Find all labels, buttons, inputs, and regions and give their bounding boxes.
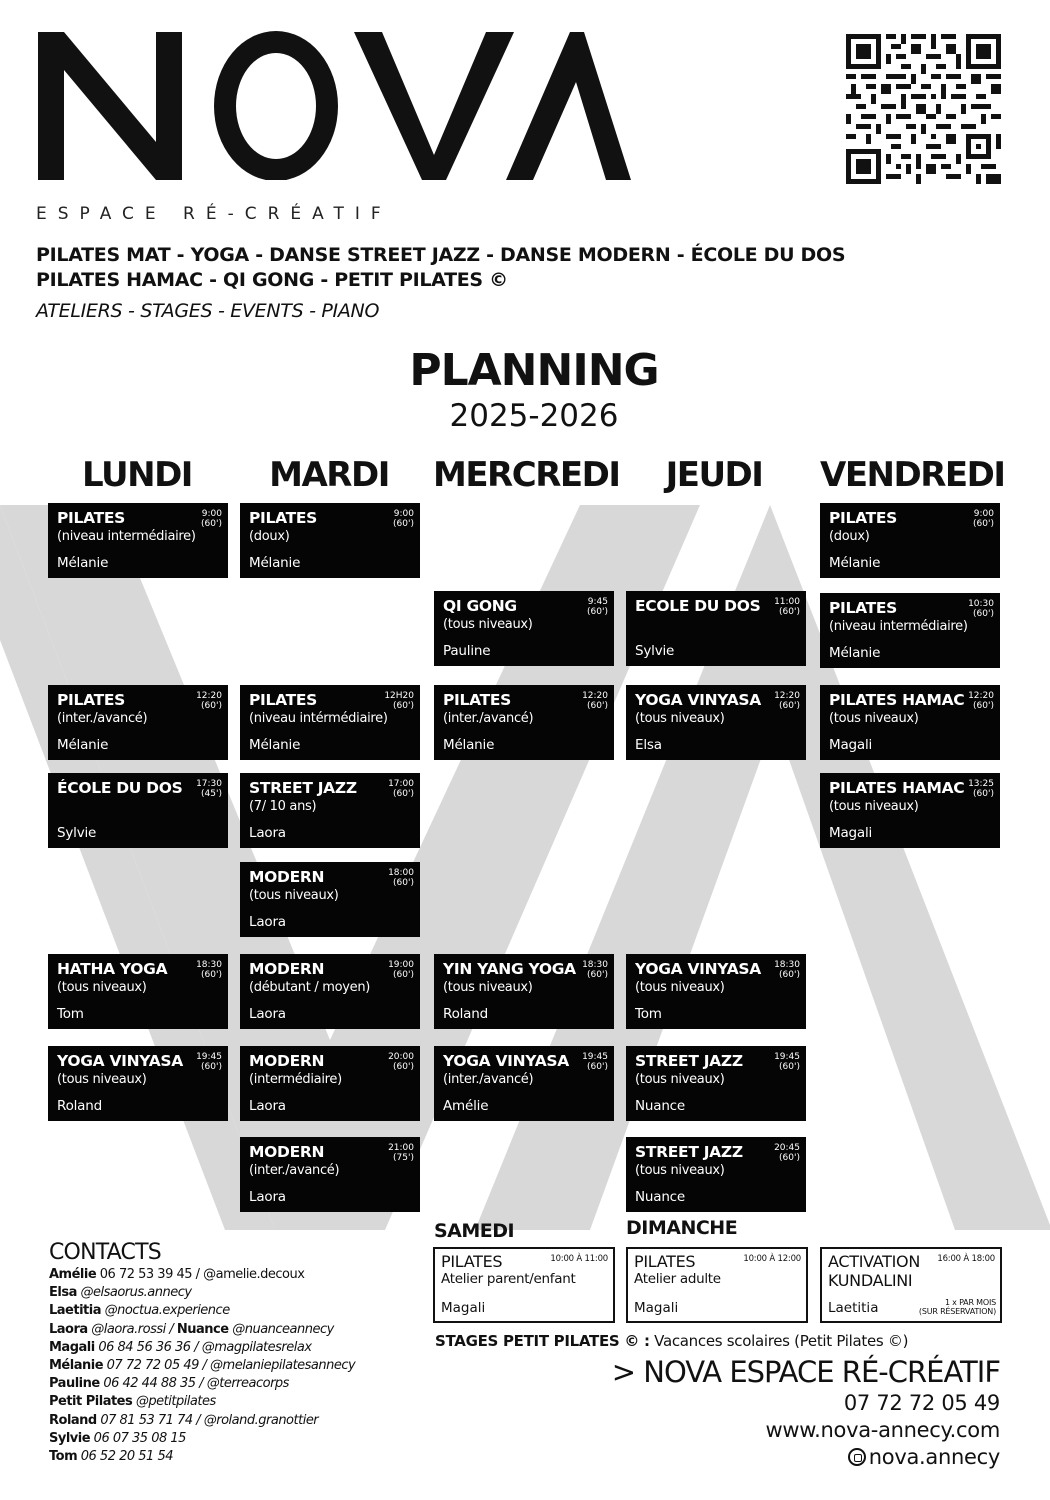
class-title: MODERN	[249, 868, 325, 886]
class-card-mardi-pilates-1220[interactable]	[240, 685, 420, 760]
class-title: PILATES	[829, 599, 898, 617]
contact-laora-nuance: Laora @laora.rossi / Nuance @nuanceannecy	[49, 1321, 334, 1337]
footer-phone[interactable]: 07 72 72 05 49	[843, 1391, 1000, 1415]
weekend-card-samedi-pilates[interactable]	[433, 1247, 615, 1323]
weekend-title: PILATES	[634, 1252, 696, 1271]
class-title: ECOLE DU DOS	[635, 597, 761, 615]
class-teacher: Elsa	[635, 737, 662, 753]
class-level: (doux)	[829, 529, 870, 544]
class-card-jeudi-yoga-vinyasa-1830[interactable]	[626, 954, 806, 1029]
class-time: 18:30 (60')	[774, 960, 800, 980]
contact-magali: Magali 06 84 56 36 36 / @magpilatesrelax	[49, 1339, 312, 1355]
class-time: 12:20 (60')	[968, 691, 994, 711]
weekend-card-dimanche-pilates[interactable]	[626, 1247, 808, 1323]
class-title: YIN YANG YOGA	[443, 960, 576, 978]
class-teacher: Nuance	[635, 1189, 686, 1205]
class-time: 17:00 (60')	[388, 779, 414, 799]
class-title: MODERN	[249, 1143, 325, 1161]
day-header-mardi: MARDI	[269, 455, 389, 495]
class-title: STREET JAZZ	[635, 1143, 743, 1161]
class-teacher: Laora	[249, 1098, 286, 1114]
class-time: 18:30 (60')	[196, 960, 222, 980]
class-time: 18:30 (60')	[582, 960, 608, 980]
class-card-mardi-modern-1900[interactable]	[240, 954, 420, 1029]
stages-petit-pilates	[435, 1332, 908, 1350]
class-card-mercredi-pilates[interactable]	[434, 685, 614, 760]
weekend-time: 16:00 À 18:00	[937, 1254, 995, 1264]
class-teacher: Mélanie	[57, 737, 109, 753]
contact-roland: Roland 07 81 53 71 74 / @roland.granottier	[49, 1412, 319, 1428]
class-title: MODERN	[249, 1052, 325, 1070]
qr-code-icon[interactable]	[846, 34, 1001, 184]
class-title: PILATES	[443, 691, 512, 709]
class-level: (niveau intermédiaire)	[57, 529, 196, 544]
class-card-jeudi-street-jazz-2045[interactable]	[626, 1137, 806, 1212]
class-card-lundi-hatha-yoga[interactable]	[48, 954, 228, 1029]
contact-amelie: Amélie 06 72 53 39 45 / @amelie.decoux	[49, 1267, 305, 1282]
class-time: 9:00 (60')	[973, 509, 994, 529]
class-title: PILATES	[829, 509, 898, 527]
class-title: YOGA VINYASA	[635, 960, 761, 978]
class-level: (tous niveaux)	[57, 980, 147, 995]
class-title: ÉCOLE DU DOS	[57, 779, 183, 797]
class-title: PILATES HAMAC	[829, 691, 965, 709]
contact-laetitia: Laetitia @noctua.experience	[49, 1303, 230, 1319]
class-title: STREET JAZZ	[249, 779, 357, 797]
class-title: PILATES	[249, 509, 318, 527]
class-teacher: Mélanie	[443, 737, 495, 753]
class-teacher: Tom	[57, 1006, 84, 1022]
contact-petit-pilates: Petit Pilates @petitpilates	[49, 1394, 216, 1410]
class-card-vendredi-pilates-hamac-1325[interactable]	[820, 773, 1000, 848]
class-level: (tous niveaux)	[635, 980, 725, 995]
class-time: 12:20 (60')	[196, 691, 222, 711]
class-level: (inter./avancé)	[57, 711, 148, 726]
day-header-jeudi: JEUDI	[665, 455, 763, 495]
weekend-note: 1 x PAR MOIS (SUR RÉSERVATION)	[918, 1298, 996, 1316]
class-time: 12:20 (60')	[582, 691, 608, 711]
class-teacher: Mélanie	[249, 737, 301, 753]
class-level: (tous niveaux)	[829, 711, 919, 726]
class-level: (7/ 10 ans)	[249, 799, 317, 814]
class-time: 9:00 (60')	[393, 509, 414, 529]
logo-letters-icon	[36, 30, 631, 180]
class-card-jeudi-ecole-du-dos[interactable]	[626, 591, 806, 666]
class-teacher: Laora	[249, 914, 286, 930]
weekend-card-activation-kundalini[interactable]	[820, 1247, 1002, 1323]
class-level: (intermédiaire)	[249, 1072, 342, 1087]
weekend-desc: Atelier parent/enfant	[441, 1271, 576, 1287]
class-level: (tous niveaux)	[829, 799, 919, 814]
weekend-title: PILATES	[441, 1252, 503, 1271]
class-card-mercredi-qi-gong[interactable]	[434, 591, 614, 666]
class-title: YOGA VINYASA	[635, 691, 761, 709]
class-time: 21:00 (75')	[388, 1143, 414, 1163]
class-teacher: Roland	[57, 1098, 102, 1114]
weekend-title: ACTIVATION	[828, 1252, 921, 1271]
contacts-title: CONTACTS	[49, 1240, 161, 1265]
planning-title: PLANNING	[409, 345, 659, 396]
class-title: PILATES	[249, 691, 318, 709]
class-level: (inter./avancé)	[443, 1072, 534, 1087]
class-card-lundi-yoga-vinyasa[interactable]	[48, 1046, 228, 1121]
class-level: (tous niveaux)	[57, 1072, 147, 1087]
class-time: 9:45 (60')	[587, 597, 608, 617]
class-time: 19:00 (60')	[388, 960, 414, 980]
class-card-lundi-pilates-1220[interactable]	[48, 685, 228, 760]
class-title: HATHA YOGA	[57, 960, 168, 978]
class-level: (tous niveaux)	[635, 1072, 725, 1087]
disciplines-line-1: PILATES MAT - YOGA - DANSE STREET JAZZ - DANSE MODERN - ÉCOLE DU DOS	[36, 244, 846, 266]
class-time: 12H20 (60')	[384, 691, 414, 711]
class-teacher: Laora	[249, 1006, 286, 1022]
class-level: (tous niveaux)	[635, 711, 725, 726]
class-card-mercredi-yin-yang-yoga[interactable]	[434, 954, 614, 1029]
instagram-icon	[848, 1448, 866, 1466]
class-level: (tous niveaux)	[443, 980, 533, 995]
weekend-teacher: Laetitia	[828, 1300, 879, 1316]
class-level: (tous niveaux)	[443, 617, 533, 632]
class-title: PILATES	[57, 509, 126, 527]
contact-sylvie: Sylvie 06 07 35 08 15	[49, 1430, 186, 1446]
class-teacher: Magali	[829, 737, 873, 753]
weekend-title-line-2: KUNDALINI	[828, 1271, 913, 1290]
class-time: 19:45 (60')	[774, 1052, 800, 1072]
class-time: 12:20 (60')	[774, 691, 800, 711]
disciplines-list	[36, 243, 845, 293]
contact-tom: Tom 06 52 20 51 54	[49, 1449, 173, 1465]
class-time: 17:30 (45')	[196, 779, 222, 799]
class-teacher: Mélanie	[57, 555, 109, 571]
class-time: 20:00 (60')	[388, 1052, 414, 1072]
contact-pauline: Pauline 06 42 44 88 35 / @terreacorps	[49, 1376, 289, 1392]
footer-website-link[interactable]: www.nova-annecy.com	[765, 1418, 1000, 1442]
planning-year: 2025-2026	[449, 398, 619, 434]
day-header-lundi: LUNDI	[82, 455, 192, 495]
class-level: (tous niveaux)	[635, 1163, 725, 1178]
class-teacher: Amélie	[443, 1098, 489, 1114]
weekend-teacher: Magali	[441, 1300, 486, 1316]
class-title: PILATES	[57, 691, 126, 709]
class-level: (inter./avancé)	[443, 711, 534, 726]
nova-logo	[36, 30, 631, 180]
class-teacher: Laora	[249, 1189, 286, 1205]
class-teacher: Mélanie	[829, 555, 881, 571]
footer-instagram-link[interactable]: nova.annecy	[612, 1444, 1000, 1471]
class-teacher: Magali	[829, 825, 873, 841]
class-teacher: Roland	[443, 1006, 488, 1022]
class-card-jeudi-yoga-vinyasa-1220[interactable]	[626, 685, 806, 760]
class-title: QI GONG	[443, 597, 517, 615]
contact-elsa: Elsa @elsaorus.annecy	[49, 1285, 192, 1301]
class-teacher: Sylvie	[635, 643, 675, 659]
contact-melanie: Mélanie 07 72 72 05 49 / @melaniepilatesannecy	[49, 1358, 356, 1374]
class-level: (doux)	[249, 529, 290, 544]
class-level: (tous niveaux)	[249, 888, 339, 903]
class-time: 20:45 (60')	[774, 1143, 800, 1163]
weekend-teacher: Magali	[634, 1300, 679, 1316]
contacts-section	[49, 1240, 355, 1466]
class-card-lundi-pilates-0900[interactable]	[48, 503, 228, 578]
class-level: (niveau intérmédiaire)	[249, 711, 388, 726]
class-card-mardi-modern-2000[interactable]	[240, 1046, 420, 1121]
class-time: 19:45 (60')	[582, 1052, 608, 1072]
class-title: YOGA VINYASA	[443, 1052, 569, 1070]
class-card-mardi-modern-2100[interactable]	[240, 1137, 420, 1212]
weekend-time: 10:00 À 12:00	[743, 1254, 801, 1264]
class-title: PILATES HAMAC	[829, 779, 965, 797]
class-teacher: Mélanie	[829, 645, 881, 661]
class-card-vendredi-pilates-1030[interactable]	[820, 593, 1000, 668]
class-card-vendredi-pilates-hamac-1220[interactable]	[820, 685, 1000, 760]
class-card-mercredi-yoga-vinyasa[interactable]	[434, 1046, 614, 1121]
disciplines-line-2: PILATES HAMAC - QI GONG - PETIT PILATES ©	[36, 269, 508, 291]
class-time: 18:00 (60')	[388, 868, 414, 888]
class-time: 10:30 (60')	[968, 599, 994, 619]
class-time: 11:00 (60')	[774, 597, 800, 617]
day-header-dimanche: DIMANCHE	[626, 1217, 738, 1239]
activities-line: ATELIERS - STAGES - EVENTS - PIANO	[36, 300, 380, 322]
stages-label: STAGES PETIT PILATES © :	[435, 1332, 650, 1350]
day-header-mercredi: MERCREDI	[433, 455, 620, 495]
class-teacher: Tom	[635, 1006, 662, 1022]
class-teacher: Mélanie	[249, 555, 301, 571]
class-card-mardi-modern-1800[interactable]	[240, 862, 420, 937]
class-teacher: Pauline	[443, 643, 491, 659]
weekend-desc: Atelier adulte	[634, 1271, 721, 1287]
class-time: 13:25 (60')	[968, 779, 994, 799]
class-teacher: Laora	[249, 825, 286, 841]
class-time: 19:45 (60')	[196, 1052, 222, 1072]
day-header-vendredi: VENDREDI	[820, 455, 1005, 495]
class-level: (niveau intermédiaire)	[829, 619, 968, 634]
footer-brand-block	[612, 1354, 1000, 1471]
weekend-time: 10:00 À 11:00	[550, 1254, 608, 1264]
class-card-jeudi-street-jazz-1945[interactable]	[626, 1046, 806, 1121]
class-level: (débutant / moyen)	[249, 980, 371, 995]
class-time: 9:00 (60')	[201, 509, 222, 529]
class-title: MODERN	[249, 960, 325, 978]
stages-text: Vacances scolaires (Petit Pilates ©)	[649, 1332, 909, 1350]
class-teacher: Nuance	[635, 1098, 686, 1114]
class-card-vendredi-pilates-0900[interactable]	[820, 503, 1000, 578]
class-card-mardi-street-jazz[interactable]	[240, 773, 420, 848]
class-card-mardi-pilates-0900[interactable]	[240, 503, 420, 578]
class-teacher: Sylvie	[57, 825, 97, 841]
day-header-samedi: SAMEDI	[434, 1220, 515, 1242]
tagline: ESPACE RÉ-CRÉATIF	[36, 204, 392, 224]
class-level: (inter./avancé)	[249, 1163, 340, 1178]
class-card-lundi-ecole-du-dos[interactable]	[48, 773, 228, 848]
class-title: YOGA VINYASA	[57, 1052, 183, 1070]
class-title: STREET JAZZ	[635, 1052, 743, 1070]
footer-brand: > NOVA ESPACE RÉ-CRÉATIF	[611, 1355, 1000, 1389]
